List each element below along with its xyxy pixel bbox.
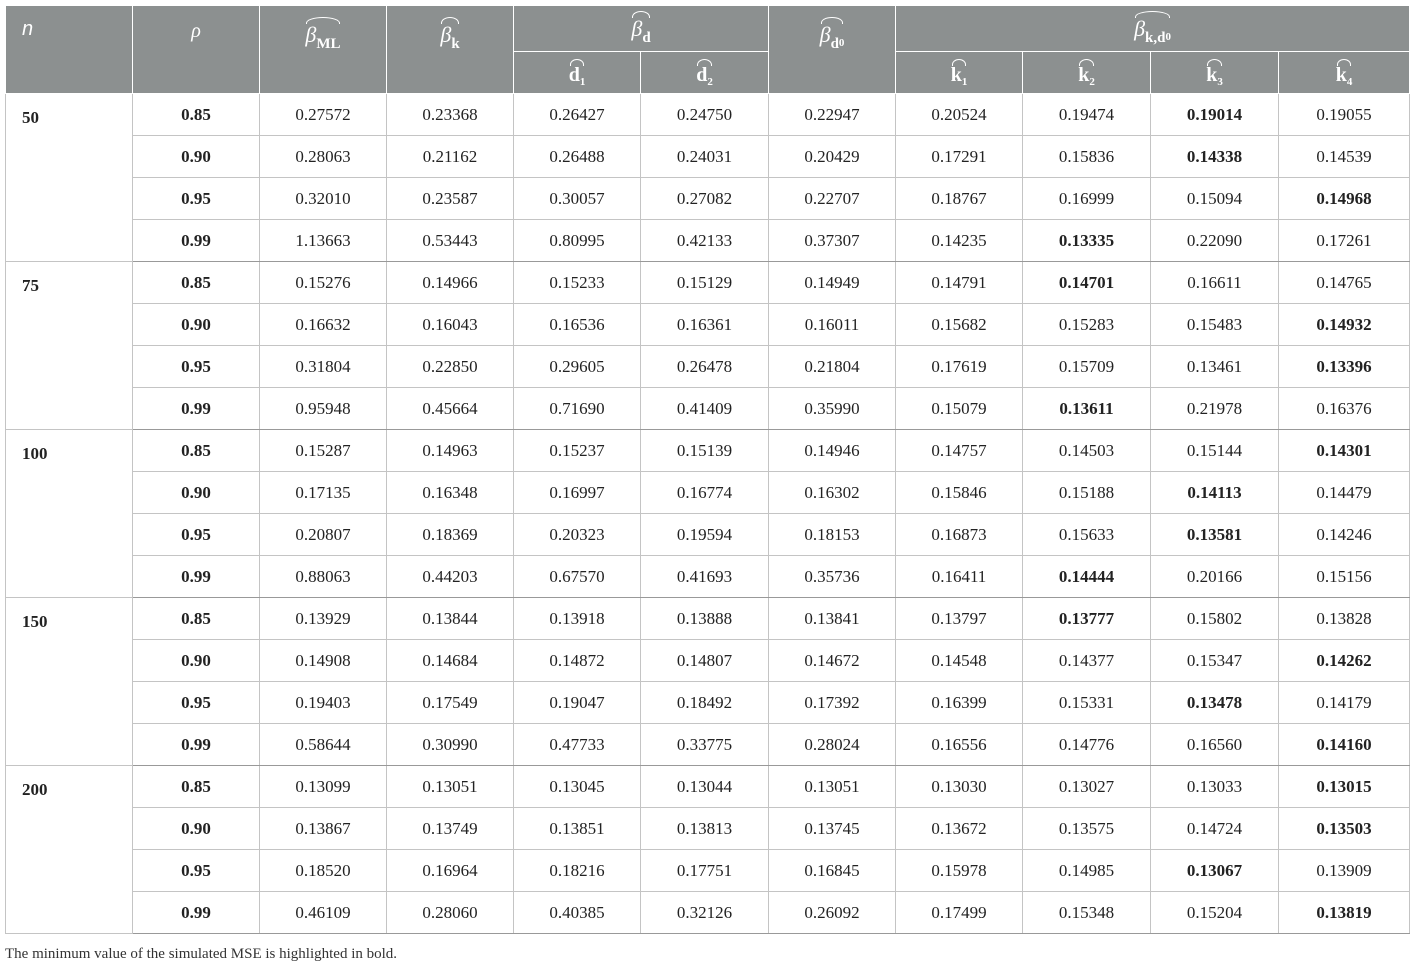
mse-cell-k3: 0.15144: [1151, 430, 1279, 472]
table-row: [6, 766, 1410, 808]
mse-cell-k4: 0.13819: [1279, 892, 1410, 934]
rho-cell: 0.95: [133, 850, 260, 892]
mse-cell-ml: 0.13929: [260, 598, 387, 640]
rho-cell: 0.95: [133, 682, 260, 724]
mse-cell-k4: 0.14968: [1279, 178, 1410, 220]
mse-cell-d1: 0.29605: [514, 346, 641, 388]
mse-cell-d0: 0.26092: [769, 892, 896, 934]
mse-cell-d1: 0.47733: [514, 724, 641, 766]
mse-cell-k3: 0.14724: [1151, 808, 1279, 850]
mse-cell-d0: 0.37307: [769, 220, 896, 262]
mse-cell-k3: 0.20166: [1151, 556, 1279, 598]
mse-cell-k3: 0.16560: [1151, 724, 1279, 766]
mse-cell-d1: 0.16536: [514, 304, 641, 346]
header-beta-d0: $\beta_{d0}$: [769, 6, 896, 94]
mse-cell-d2: 0.14807: [641, 640, 769, 682]
mse-cell-ml: 0.15287: [260, 430, 387, 472]
mse-cell-k2: 0.15836: [1023, 136, 1151, 178]
rho-cell: 0.90: [133, 640, 260, 682]
sample-size-cell: 100: [6, 430, 133, 598]
mse-cell-ml: 0.95948: [260, 388, 387, 430]
table-row: [6, 262, 1410, 304]
table-row: [6, 388, 1410, 430]
header-beta-ml: $\beta_{ML}$: [260, 6, 387, 94]
mse-cell-k1: 0.16399: [896, 682, 1023, 724]
header-beta-k: $\beta_k$: [387, 6, 514, 94]
mse-cell-d0: 0.17392: [769, 682, 896, 724]
mse-cell-d0: 0.20429: [769, 136, 896, 178]
mse-cell-k1: 0.18767: [896, 178, 1023, 220]
mse-cell-k: 0.18369: [387, 514, 514, 556]
mse-cell-d2: 0.16774: [641, 472, 769, 514]
mse-cell-d2: 0.42133: [641, 220, 769, 262]
mse-cell-d1: 0.40385: [514, 892, 641, 934]
mse-cell-ml: 0.46109: [260, 892, 387, 934]
mse-cell-k: 0.14963: [387, 430, 514, 472]
mse-cell-k1: 0.15978: [896, 850, 1023, 892]
mse-cell-k3: 0.15347: [1151, 640, 1279, 682]
table-row: [6, 598, 1410, 640]
mse-cell-k4: 0.13909: [1279, 850, 1410, 892]
mse-cell-ml: 0.13867: [260, 808, 387, 850]
mse-cell-k4: 0.13503: [1279, 808, 1410, 850]
mse-cell-ml: 0.13099: [260, 766, 387, 808]
mse-cell-d2: 0.41693: [641, 556, 769, 598]
table-header: [6, 6, 1410, 94]
mse-cell-d0: 0.35736: [769, 556, 896, 598]
mse-cell-ml: 0.17135: [260, 472, 387, 514]
mse-cell-d2: 0.13044: [641, 766, 769, 808]
mse-cell-d1: 0.13851: [514, 808, 641, 850]
mse-cell-d0: 0.14949: [769, 262, 896, 304]
header-d1: $d_1$: [514, 52, 641, 94]
header-rho: ρ: [133, 6, 260, 94]
mse-cell-d1: 0.15237: [514, 430, 641, 472]
mse-cell-d1: 0.80995: [514, 220, 641, 262]
mse-cell-d2: 0.24750: [641, 94, 769, 136]
mse-cell-k3: 0.22090: [1151, 220, 1279, 262]
mse-cell-k1: 0.15682: [896, 304, 1023, 346]
mse-cell-k1: 0.15079: [896, 388, 1023, 430]
mse-cell-k4: 0.17261: [1279, 220, 1410, 262]
mse-cell-k3: 0.15802: [1151, 598, 1279, 640]
mse-cell-d0: 0.22947: [769, 94, 896, 136]
table-row: [6, 640, 1410, 682]
table-body: [6, 94, 1410, 934]
table-row: [6, 94, 1410, 136]
mse-cell-ml: 0.31804: [260, 346, 387, 388]
mse-cell-d1: 0.26427: [514, 94, 641, 136]
mse-cell-k4: 0.19055: [1279, 94, 1410, 136]
mse-cell-k3: 0.16611: [1151, 262, 1279, 304]
mse-cell-d2: 0.15129: [641, 262, 769, 304]
mse-cell-d0: 0.21804: [769, 346, 896, 388]
mse-cell-k4: 0.14160: [1279, 724, 1410, 766]
mse-cell-k2: 0.13027: [1023, 766, 1151, 808]
table-row: [6, 472, 1410, 514]
mse-cell-k: 0.14684: [387, 640, 514, 682]
mse-cell-ml: 0.20807: [260, 514, 387, 556]
mse-cell-k: 0.21162: [387, 136, 514, 178]
mse-cell-k2: 0.15188: [1023, 472, 1151, 514]
mse-cell-k3: 0.21978: [1151, 388, 1279, 430]
mse-cell-k2: 0.19474: [1023, 94, 1151, 136]
table-row: [6, 514, 1410, 556]
mse-cell-k1: 0.14757: [896, 430, 1023, 472]
mse-cell-ml: 0.19403: [260, 682, 387, 724]
mse-cell-k: 0.16964: [387, 850, 514, 892]
mse-cell-k: 0.45664: [387, 388, 514, 430]
mse-cell-d2: 0.15139: [641, 430, 769, 472]
mse-cell-d2: 0.32126: [641, 892, 769, 934]
mse-cell-k3: 0.13478: [1151, 682, 1279, 724]
header-n: n: [6, 6, 133, 94]
mse-cell-k4: 0.13396: [1279, 346, 1410, 388]
mse-cell-d1: 0.13918: [514, 598, 641, 640]
mse-cell-k3: 0.15094: [1151, 178, 1279, 220]
rho-cell: 0.99: [133, 892, 260, 934]
mse-cell-d0: 0.14672: [769, 640, 896, 682]
rho-cell: 0.99: [133, 388, 260, 430]
mse-cell-k: 0.13749: [387, 808, 514, 850]
mse-cell-k1: 0.17499: [896, 892, 1023, 934]
mse-cell-d0: 0.16011: [769, 304, 896, 346]
mse-cell-d0: 0.13841: [769, 598, 896, 640]
rho-cell: 0.95: [133, 346, 260, 388]
mse-cell-k3: 0.15483: [1151, 304, 1279, 346]
header-k1: $k_1$: [896, 52, 1023, 94]
mse-cell-d0: 0.22707: [769, 178, 896, 220]
mse-cell-d1: 0.14872: [514, 640, 641, 682]
mse-cell-k3: 0.19014: [1151, 94, 1279, 136]
mse-cell-k1: 0.13672: [896, 808, 1023, 850]
mse-cell-k2: 0.14444: [1023, 556, 1151, 598]
mse-cell-ml: 0.14908: [260, 640, 387, 682]
rho-cell: 0.85: [133, 766, 260, 808]
mse-cell-k2: 0.15348: [1023, 892, 1151, 934]
header-k2: $k_2$: [1023, 52, 1151, 94]
mse-cell-k1: 0.13030: [896, 766, 1023, 808]
mse-cell-k: 0.17549: [387, 682, 514, 724]
mse-cell-k: 0.16348: [387, 472, 514, 514]
mse-cell-d0: 0.13745: [769, 808, 896, 850]
mse-cell-k3: 0.13581: [1151, 514, 1279, 556]
mse-cell-k2: 0.14503: [1023, 430, 1151, 472]
mse-table: [5, 5, 1410, 934]
mse-cell-k3: 0.15204: [1151, 892, 1279, 934]
mse-cell-d2: 0.13888: [641, 598, 769, 640]
mse-cell-k4: 0.14246: [1279, 514, 1410, 556]
mse-cell-d1: 0.18216: [514, 850, 641, 892]
mse-cell-k2: 0.14985: [1023, 850, 1151, 892]
mse-cell-d2: 0.16361: [641, 304, 769, 346]
header-d2: $d_2$: [641, 52, 769, 94]
mse-cell-k1: 0.13797: [896, 598, 1023, 640]
table-row: [6, 178, 1410, 220]
mse-cell-k: 0.14966: [387, 262, 514, 304]
rho-cell: 0.85: [133, 598, 260, 640]
mse-cell-k1: 0.16411: [896, 556, 1023, 598]
mse-cell-d1: 0.19047: [514, 682, 641, 724]
mse-cell-d1: 0.16997: [514, 472, 641, 514]
mse-cell-k2: 0.13575: [1023, 808, 1151, 850]
mse-cell-d2: 0.19594: [641, 514, 769, 556]
mse-cell-d0: 0.14946: [769, 430, 896, 472]
mse-cell-k3: 0.14113: [1151, 472, 1279, 514]
rho-cell: 0.85: [133, 430, 260, 472]
rho-cell: 0.99: [133, 724, 260, 766]
mse-cell-k2: 0.14776: [1023, 724, 1151, 766]
mse-cell-k3: 0.13033: [1151, 766, 1279, 808]
rho-cell: 0.90: [133, 304, 260, 346]
mse-cell-k3: 0.13461: [1151, 346, 1279, 388]
mse-cell-k2: 0.13611: [1023, 388, 1151, 430]
rho-cell: 0.99: [133, 220, 260, 262]
mse-cell-k1: 0.17619: [896, 346, 1023, 388]
mse-cell-d2: 0.41409: [641, 388, 769, 430]
mse-cell-k4: 0.14179: [1279, 682, 1410, 724]
table-row: [6, 304, 1410, 346]
mse-cell-d1: 0.26488: [514, 136, 641, 178]
mse-cell-k4: 0.16376: [1279, 388, 1410, 430]
rho-cell: 0.99: [133, 556, 260, 598]
header-k4: $k_4$: [1279, 52, 1410, 94]
rho-cell: 0.90: [133, 472, 260, 514]
mse-cell-k: 0.23368: [387, 94, 514, 136]
rho-cell: 0.90: [133, 808, 260, 850]
mse-cell-k2: 0.16999: [1023, 178, 1151, 220]
table-row: [6, 136, 1410, 178]
mse-cell-k: 0.22850: [387, 346, 514, 388]
mse-cell-k4: 0.14539: [1279, 136, 1410, 178]
table-row: [6, 556, 1410, 598]
mse-cell-ml: 0.88063: [260, 556, 387, 598]
sample-size-cell: 75: [6, 262, 133, 430]
mse-cell-k1: 0.15846: [896, 472, 1023, 514]
mse-cell-k2: 0.15331: [1023, 682, 1151, 724]
mse-cell-d1: 0.13045: [514, 766, 641, 808]
mse-cell-k2: 0.15633: [1023, 514, 1151, 556]
mse-cell-ml: 0.28063: [260, 136, 387, 178]
mse-cell-k: 0.13844: [387, 598, 514, 640]
mse-cell-d2: 0.13813: [641, 808, 769, 850]
mse-cell-k: 0.44203: [387, 556, 514, 598]
mse-cell-ml: 1.13663: [260, 220, 387, 262]
mse-cell-ml: 0.32010: [260, 178, 387, 220]
mse-cell-k1: 0.14791: [896, 262, 1023, 304]
mse-cell-k1: 0.20524: [896, 94, 1023, 136]
mse-cell-d0: 0.13051: [769, 766, 896, 808]
mse-cell-d1: 0.15233: [514, 262, 641, 304]
mse-cell-k2: 0.14377: [1023, 640, 1151, 682]
sample-size-cell: 200: [6, 766, 133, 934]
rho-cell: 0.85: [133, 94, 260, 136]
mse-cell-k: 0.13051: [387, 766, 514, 808]
table-row: [6, 682, 1410, 724]
mse-cell-d2: 0.33775: [641, 724, 769, 766]
mse-cell-ml: 0.58644: [260, 724, 387, 766]
mse-cell-d0: 0.16845: [769, 850, 896, 892]
mse-cell-ml: 0.27572: [260, 94, 387, 136]
table-row: [6, 220, 1410, 262]
mse-cell-k3: 0.13067: [1151, 850, 1279, 892]
mse-cell-k4: 0.14301: [1279, 430, 1410, 472]
sample-size-cell: 50: [6, 94, 133, 262]
table-row: [6, 430, 1410, 472]
table-row: [6, 346, 1410, 388]
mse-cell-k1: 0.16873: [896, 514, 1023, 556]
mse-cell-k1: 0.14548: [896, 640, 1023, 682]
table-row: [6, 808, 1410, 850]
rho-cell: 0.85: [133, 262, 260, 304]
mse-cell-k: 0.23587: [387, 178, 514, 220]
mse-cell-k1: 0.16556: [896, 724, 1023, 766]
mse-cell-k2: 0.15709: [1023, 346, 1151, 388]
mse-cell-k: 0.53443: [387, 220, 514, 262]
table-row: [6, 724, 1410, 766]
header-k3: $k_3$: [1151, 52, 1279, 94]
rho-cell: 0.95: [133, 178, 260, 220]
table-footnote: The minimum value of the simulated MSE is highlighted in bold.: [5, 946, 398, 962]
mse-cell-k2: 0.14701: [1023, 262, 1151, 304]
mse-cell-d1: 0.67570: [514, 556, 641, 598]
mse-cell-d2: 0.17751: [641, 850, 769, 892]
mse-cell-d2: 0.26478: [641, 346, 769, 388]
mse-cell-d2: 0.18492: [641, 682, 769, 724]
mse-cell-k4: 0.14765: [1279, 262, 1410, 304]
table-row: [6, 892, 1410, 934]
mse-cell-k: 0.16043: [387, 304, 514, 346]
mse-cell-d2: 0.27082: [641, 178, 769, 220]
mse-cell-k3: 0.14338: [1151, 136, 1279, 178]
mse-cell-k2: 0.13335: [1023, 220, 1151, 262]
results-table-container: [5, 5, 1409, 934]
rho-cell: 0.95: [133, 514, 260, 556]
mse-cell-k4: 0.13015: [1279, 766, 1410, 808]
mse-cell-k1: 0.17291: [896, 136, 1023, 178]
mse-cell-ml: 0.15276: [260, 262, 387, 304]
mse-cell-d1: 0.20323: [514, 514, 641, 556]
rho-cell: 0.90: [133, 136, 260, 178]
table-row: [6, 850, 1410, 892]
mse-cell-ml: 0.16632: [260, 304, 387, 346]
mse-cell-d0: 0.35990: [769, 388, 896, 430]
mse-cell-d0: 0.28024: [769, 724, 896, 766]
mse-cell-k4: 0.13828: [1279, 598, 1410, 640]
mse-cell-ml: 0.18520: [260, 850, 387, 892]
mse-cell-k2: 0.13777: [1023, 598, 1151, 640]
mse-cell-k4: 0.15156: [1279, 556, 1410, 598]
mse-cell-k4: 0.14262: [1279, 640, 1410, 682]
mse-cell-k4: 0.14479: [1279, 472, 1410, 514]
mse-cell-k: 0.30990: [387, 724, 514, 766]
mse-cell-k2: 0.15283: [1023, 304, 1151, 346]
mse-cell-d2: 0.24031: [641, 136, 769, 178]
mse-cell-d1: 0.71690: [514, 388, 641, 430]
header-beta-d: $\beta_d$: [514, 6, 769, 52]
mse-cell-d0: 0.18153: [769, 514, 896, 556]
mse-cell-k4: 0.14932: [1279, 304, 1410, 346]
mse-cell-d0: 0.16302: [769, 472, 896, 514]
mse-cell-d1: 0.30057: [514, 178, 641, 220]
mse-cell-k1: 0.14235: [896, 220, 1023, 262]
mse-cell-k: 0.28060: [387, 892, 514, 934]
sample-size-cell: 150: [6, 598, 133, 766]
header-beta-kd0: $\beta_{k,d0}$: [896, 6, 1410, 52]
